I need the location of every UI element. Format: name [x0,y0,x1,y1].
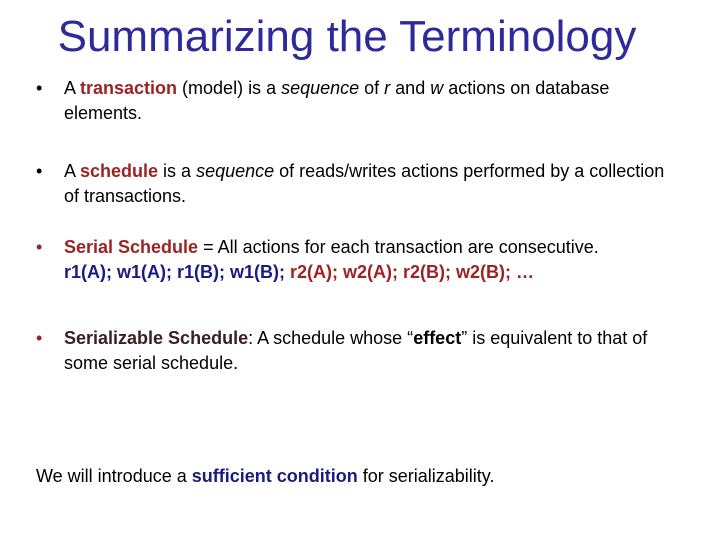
bullet-marker: • [36,78,43,98]
term-effect: effect [413,328,462,348]
bullet-text: A schedule is a sequence of reads/writes actions performed by a collection of transactions. [64,161,665,206]
footer-note: We will introduce a sufficient condition for serializability. [36,466,495,486]
bullet-marker: • [36,161,43,181]
bullet-schedule [36,159,676,209]
bullet-marker: • [36,237,43,257]
bullet-text: A transaction (model) is a sequence of r and w actions on database elements. [64,78,610,123]
term-schedule: schedule [80,161,159,181]
bullet-marker: • [36,328,43,348]
term-serial-schedule: Serial Schedule [64,237,199,257]
bullet-transaction [36,76,676,126]
bullet-text: Serializable Schedule: A schedule whose “effect” is equivalent to that of some serial schedule. [64,328,648,373]
serial-sequence-t2: r2(A); w2(A); r2(B); w2(B); [289,262,511,282]
term-serializable-schedule: Serializable Schedule [64,328,249,348]
slide-title: Summarizing the Terminology [57,12,637,61]
term-sufficient-condition: sufficient condition [191,466,358,486]
serial-sequence-ellipsis: … [510,262,534,282]
bullet-text: Serial Schedule = All actions for each transaction are consecutive. r1(A); w1(A); r1(B); w1(B); r2(A); w2(A); r2(B); w2(B); … [64,237,599,282]
term-transaction: transaction [80,78,178,98]
bullet-serial-schedule [36,235,676,285]
serial-sequence-t1: r1(A); w1(A); r1(B); w1(B); [64,262,290,282]
bullet-serializable-schedule [36,326,676,376]
